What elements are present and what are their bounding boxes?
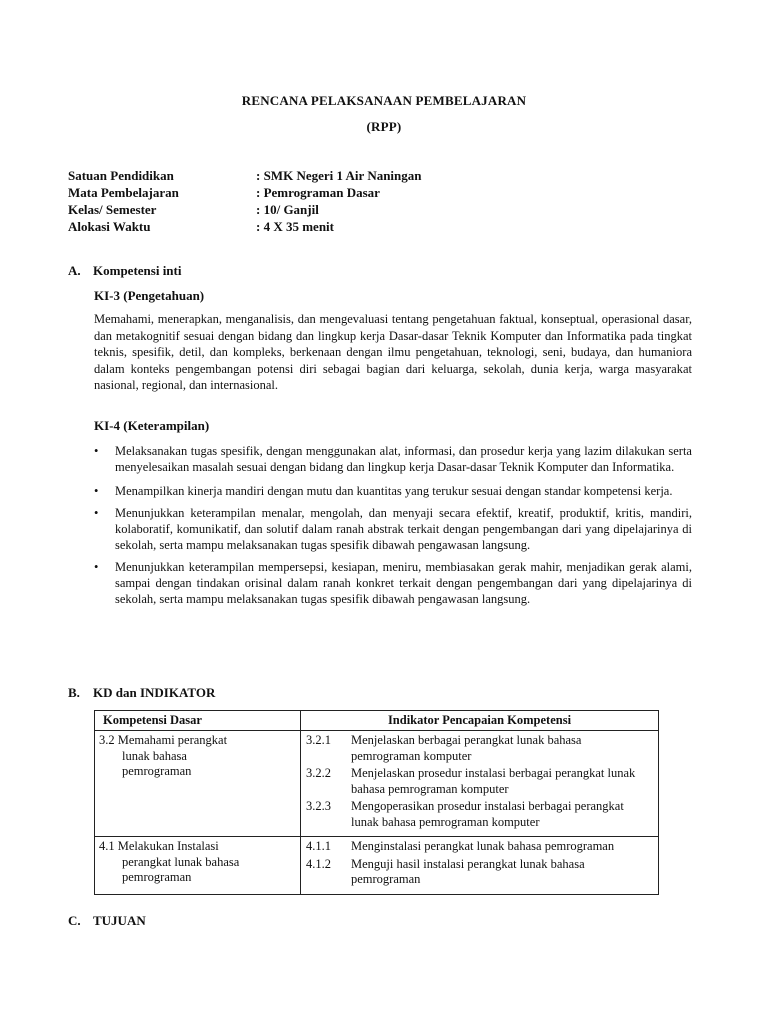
kd-text: 4.1 Melakukan Instalasi [99, 839, 219, 853]
kd-text: lunak bahasa [122, 748, 187, 763]
indicator-text: Mengoperasikan prosedur instalasi berbagai perangkat lunak bahasa pemrograman komputer [351, 799, 624, 829]
bullet-text: Melaksanakan tugas spesifik, dengan menggunakan alat, informasi, dan prosedur kerja yang lazim dilakukan serta menyelesaikan masalah sesuai dengan bidang dan lingkup kerja Dasar-dasar Teknik Komputer dan Informatika. [115, 444, 692, 474]
header-kompetensi-dasar: Kompetensi Dasar [95, 711, 301, 731]
bullet-item [94, 505, 692, 553]
kd-text: perangkat lunak bahasa [122, 854, 240, 869]
kd-text: pemrograman [122, 764, 192, 778]
identity-label: Mata Pembelajaran [68, 185, 179, 200]
bullet-icon: • [94, 484, 99, 498]
identity-label: Kelas/ Semester [68, 202, 157, 217]
ki4-bullet-list [94, 443, 692, 613]
header-indikator: Indikator Pencapaian Kompetensi [301, 711, 659, 731]
document-title: RENCANA PELAKSANAAN PEMBELAJARAN [241, 93, 527, 108]
section-title: Kompetensi inti [93, 263, 182, 278]
indicator-item [306, 857, 652, 888]
section-letter: A. [68, 263, 81, 278]
indicator-item [306, 733, 652, 764]
bullet-text: Menampilkan kinerja mandiri dengan mutu dan kuantitas yang terukur sesuai dengan standar kompetensi kerja. [115, 484, 673, 498]
document-subtitle: (RPP) [366, 119, 402, 134]
indicator-text: Menginstalasi perangkat lunak bahasa pemrograman [351, 839, 615, 853]
bullet-text: Menunjukkan keterampilan mempersepsi, kesiapan, meniru, membiasakan gerak mahir, menjadikan gerak alami, sampai dengan tindakan orisinal dalam ranah konkret terkait dengan pengembangan dari yang dipelajarinya di sekolah, serta mampu melaksanakan tugas spesifik dibawah pengawasan langsung. [115, 560, 692, 606]
section-title: KD dan INDIKATOR [93, 685, 216, 700]
bullet-item [94, 559, 692, 607]
bullet-text: Menunjukkan keterampilan menalar, mengolah, dan menyaji secara efektif, kreatif, produktif, kritis, mandiri, kolaboratif, komunikatif, dan solutif dalam ranah abstrak terkait dengan pengembangan dari yang dipelajarinya di sekolah, serta mampu melaksanakan tugas spesifik dibawah pengawasan langsung. [115, 506, 692, 552]
kd-cell [95, 731, 301, 837]
bullet-icon: • [94, 560, 99, 574]
ki3-heading: KI-3 (Pengetahuan) [94, 288, 205, 303]
indicator-number: 3.2.2 [306, 766, 331, 780]
indicator-number: 4.1.2 [306, 856, 331, 871]
indicator-text: Menguji hasil instalasi perangkat lunak bahasa pemrograman [351, 856, 585, 886]
indicator-cell [301, 731, 659, 837]
kd-text: 3.2 Memahami perangkat [99, 733, 228, 747]
kd-indicator-table [94, 710, 659, 895]
identity-value: : SMK Negeri 1 Air Naningan [256, 168, 422, 183]
identity-value: : 4 X 35 menit [256, 219, 334, 234]
identity-label: Alokasi Waktu [68, 219, 151, 234]
bullet-icon: • [94, 444, 99, 458]
bullet-icon: • [94, 506, 99, 520]
section-letter: B. [68, 685, 80, 700]
indicator-item [306, 799, 652, 830]
indicator-item [306, 766, 652, 797]
table-row [95, 731, 659, 837]
indicator-number: 3.2.1 [306, 733, 331, 747]
identity-label: Satuan Pendidikan [68, 168, 174, 183]
kd-text: pemrograman [122, 870, 192, 884]
table-row [95, 837, 659, 895]
section-letter: C. [68, 913, 81, 928]
indicator-text: Menjelaskan berbagai perangkat lunak bahasa pemrograman komputer [351, 733, 582, 763]
identity-value: : 10/ Ganjil [256, 202, 319, 217]
ki3-paragraph: Memahami, menerapkan, menganalisis, dan mengevaluasi tentang pengetahuan faktual, konseptual, operasional dasar, dan metakognitif sesuai dengan bidang dan lingkup kerja Dasar-dasar Teknik Komputer dan Informatika pada tingkat teknis, spesifik, detil, dan kompleks, berkenaan dengan ilmu pengetahuan, teknologi, seni, budaya, dan humaniora dalam konteks pengembangan potensi diri sebagai bagian dari keluarga, sekolah, dunia kerja, warga masyarakat nasional, regional, dan internasional. [94, 312, 692, 392]
section-title: TUJUAN [93, 913, 146, 928]
bullet-item [94, 443, 692, 475]
table-header-row [95, 711, 659, 731]
bullet-item [94, 483, 692, 499]
identity-value: : Pemrograman Dasar [256, 185, 380, 200]
indicator-number: 3.2.3 [306, 799, 331, 813]
indicator-number: 4.1.1 [306, 839, 331, 853]
ki4-heading: KI-4 (Keterampilan) [94, 418, 210, 433]
indicator-item [306, 839, 652, 855]
kd-cell [95, 837, 301, 895]
indicator-cell [301, 837, 659, 895]
indicator-text: Menjelaskan prosedur instalasi berbagai perangkat lunak bahasa pemrograman komputer [351, 766, 636, 796]
